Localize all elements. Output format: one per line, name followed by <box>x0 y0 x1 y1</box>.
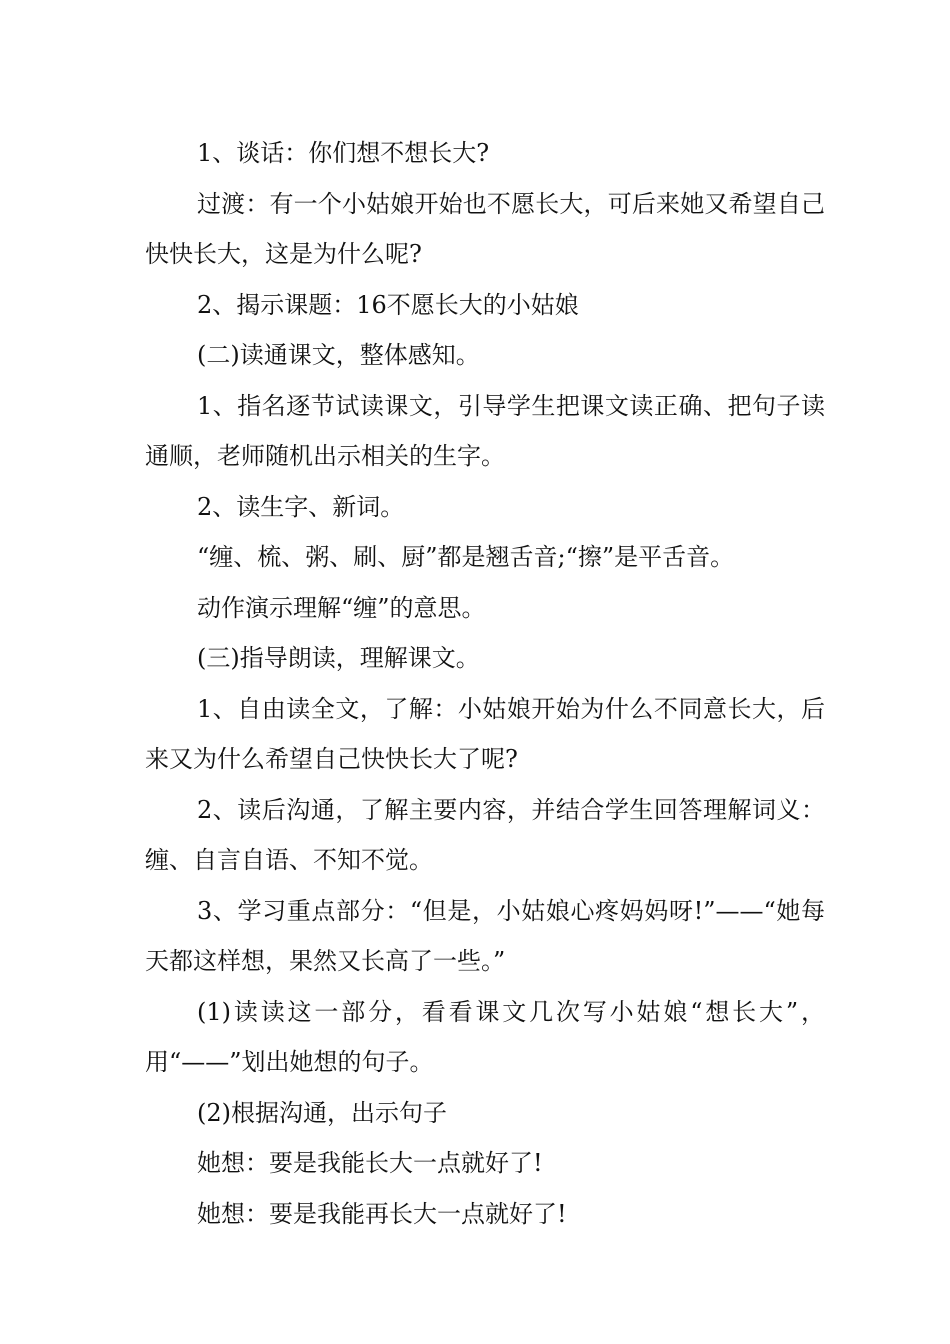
paragraph-reveal-title: 2、揭示课题：16不愿长大的小姑娘 <box>197 290 579 319</box>
paragraph-transition: 过渡：有一个小姑娘开始也不愿长大，可后来她又希望自己快快长大，这是为什么呢? <box>145 189 825 268</box>
paragraph-sentence-1: 她想：要是我能长大一点就好了! <box>197 1149 543 1177</box>
paragraph-sentence-2: 她想：要是我能再长大一点就好了! <box>197 1199 567 1228</box>
paragraph-discussion: 2、读后沟通，了解主要内容，并结合学生回答理解词义：缠、自言自语、不知不觉。 <box>145 795 825 874</box>
paragraph-key-section: 3、学习重点部分：“但是，小姑娘心疼妈妈呀!”——“她每天都这样想，果然又长高了一些。” <box>145 896 825 975</box>
document-body <box>145 128 825 1239</box>
paragraph-step-1: (1)读读这一部分，看看课文几次写小姑娘“想长大”，用“——”划出她想的句子。 <box>145 997 825 1076</box>
paragraph-read-sections: 1、指名逐节试读课文，引导学生把课文读正确、把句子读通顺，老师随机出示相关的生字。 <box>145 391 825 470</box>
paragraph-free-reading: 1、自由读全文，了解：小姑娘开始为什么不同意长大，后来又为什么希望自己快快长大了呢? <box>145 694 825 773</box>
paragraph-pronunciation: “缠、梳、粥、刷、厨”都是翘舌音;“擦”是平舌音。 <box>197 543 735 571</box>
paragraph-read-new-words: 2、读生字、新词。 <box>197 492 405 521</box>
paragraph-talk-question: 1、谈话：你们想不想长大? <box>197 139 490 167</box>
section-heading-guided-reading: (三)指导朗读，理解课文。 <box>197 644 480 672</box>
paragraph-action-demo: 动作演示理解“缠”的意思。 <box>197 593 486 622</box>
paragraph-step-2: (2)根据沟通，出示句子 <box>197 1098 447 1127</box>
section-heading-read-through: (二)读通课文，整体感知。 <box>197 341 480 369</box>
